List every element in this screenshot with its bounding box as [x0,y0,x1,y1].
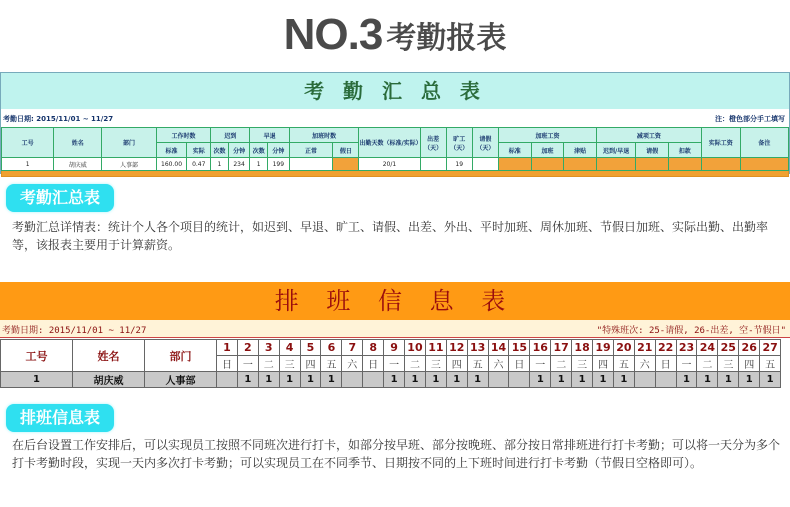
schedule-weekday-header: 四 [593,356,614,372]
schedule-note: "特殊班次: 25-请假, 26-出差, 空-节假日" [596,326,786,336]
summary-title: 考 勤 汇 总 表 [1,73,789,109]
summary-cell: 1 [2,158,54,171]
summary-cell [668,158,701,171]
summary-subheader-cell: 迟到/早退 [597,143,636,158]
schedule-weekday-header: 日 [217,356,238,372]
schedule-shift-cell: 1 [321,372,342,388]
schedule-weekday-header: 六 [342,356,363,372]
schedule-day-header: 12 [446,340,467,356]
schedule-day-header: 3 [258,340,279,356]
schedule-day-header: 9 [384,340,405,356]
schedule-shift-cell: 1 [572,372,593,388]
summary-subheader-cell: 扣款 [668,143,701,158]
schedule-weekday-header: 二 [405,356,426,372]
summary-subheader-cell: 标准 [498,143,531,158]
schedule-shift-cell [363,372,384,388]
attendance-summary-sheet [0,72,790,174]
summary-subheader-cell: 正常 [289,143,333,158]
schedule-description: 在后台设置工作安排后，可以实现员工按照不同班次进行打卡，如部分按早班、部分按晚班、部分按日常排班进行打卡考勤；可以将一天分为多个打卡考勤时段，实现一天内多次打卡考勤；可以实现员工在不同季节、日期按不同的上下班时间进行打卡考勤（节假日空格即可）。 [12,438,781,470]
summary-header-cell: 减项工资 [597,128,702,143]
schedule-weekday-header: 五 [467,356,488,372]
schedule-day-header: 15 [509,340,530,356]
schedule-day-header: 8 [363,340,384,356]
schedule-shift-cell: 1 [697,372,718,388]
schedule-weekday-header: 六 [488,356,509,372]
schedule-title: 排 班 信 息 表 [0,282,790,320]
schedule-date-label: 考勤日期: 2015/11/01 ~ 11/27 [2,326,147,336]
schedule-cell-dept: 人事部 [145,372,217,388]
summary-header-cell: 旷工（天） [446,128,472,158]
schedule-shift-cell: 1 [530,372,551,388]
schedule-day-header: 16 [530,340,551,356]
schedule-weekday-header: 六 [634,356,655,372]
schedule-shift-cell [217,372,238,388]
schedule-weekday-header: 一 [530,356,551,372]
schedule-weekday-header: 五 [613,356,634,372]
summary-info-bar [1,109,789,127]
summary-subheader-cell: 请假 [636,143,669,158]
schedule-weekday-header: 一 [384,356,405,372]
summary-header-cell: 出差（天） [420,128,446,158]
schedule-shift-cell: 1 [237,372,258,388]
summary-cell [333,158,359,171]
schedule-day-header: 1 [217,340,238,356]
summary-subheader-cell: 实际 [187,143,211,158]
schedule-shift-cell [342,372,363,388]
schedule-day-header: 27 [760,340,781,356]
schedule-day-header: 20 [613,340,634,356]
schedule-weekday-header: 二 [551,356,572,372]
schedule-section-badge: 排班信息表 [6,404,114,432]
schedule-weekday-header: 日 [509,356,530,372]
schedule-shift-cell: 1 [279,372,300,388]
schedule-day-header: 5 [300,340,321,356]
summary-cell: 160.00 [156,158,187,171]
summary-cell [740,158,788,171]
schedule-shift-cell: 1 [384,372,405,388]
summary-header-cell: 部门 [102,128,157,158]
summary-cell: 19 [446,158,472,171]
schedule-shift-cell: 1 [425,372,446,388]
summary-subheader-cell: 分钟 [267,143,289,158]
summary-cell: 0.47 [187,158,211,171]
schedule-day-header: 2 [237,340,258,356]
summary-cell [498,158,531,171]
schedule-shift-cell: 1 [676,372,697,388]
schedule-sheet [0,282,790,392]
schedule-shift-cell [488,372,509,388]
schedule-weekday-header: 三 [425,356,446,372]
schedule-day-header: 13 [467,340,488,356]
schedule-day-header: 24 [697,340,718,356]
schedule-info-bar [0,320,790,338]
schedule-weekday-header: 四 [446,356,467,372]
schedule-header-name: 姓名 [73,340,145,372]
schedule-weekday-header: 日 [655,356,676,372]
schedule-day-header: 18 [572,340,593,356]
schedule-shift-cell [509,372,530,388]
schedule-day-header: 26 [739,340,760,356]
schedule-weekday-header: 五 [321,356,342,372]
summary-subheader-cell: 次数 [211,143,228,158]
summary-subheader-cell: 分钟 [228,143,250,158]
summary-data-row [2,158,789,171]
schedule-shift-cell: 1 [446,372,467,388]
schedule-shift-cell: 1 [258,372,279,388]
summary-cell [420,158,446,171]
schedule-day-header: 25 [718,340,739,356]
summary-cell [472,158,498,171]
summary-header-cell: 出勤天数（标准/实际） [359,128,420,158]
schedule-weekday-header: 三 [572,356,593,372]
summary-table [1,127,789,177]
schedule-shift-cell: 1 [593,372,614,388]
schedule-weekday-header: 一 [676,356,697,372]
summary-orange-bar [2,171,789,177]
summary-header-cell: 迟到 [211,128,250,143]
schedule-day-header: 14 [488,340,509,356]
schedule-day-header: 6 [321,340,342,356]
summary-cell: 1 [211,158,228,171]
schedule-day-header: 4 [279,340,300,356]
schedule-header-id: 工号 [1,340,73,372]
summary-subheader-cell: 加班 [531,143,564,158]
schedule-weekday-header: 四 [300,356,321,372]
schedule-day-header: 11 [425,340,446,356]
schedule-shift-cell [655,372,676,388]
summary-cell: 人事部 [102,158,157,171]
schedule-shift-cell: 1 [467,372,488,388]
schedule-shift-cell: 1 [300,372,321,388]
schedule-weekday-header: 二 [258,356,279,372]
summary-cell: 20/1 [359,158,420,171]
summary-cell [564,158,597,171]
schedule-weekday-header: 日 [363,356,384,372]
schedule-weekday-header: 三 [718,356,739,372]
schedule-shift-cell: 1 [405,372,426,388]
summary-subheader-cell: 津贴 [564,143,597,158]
schedule-weekday-header: 五 [760,356,781,372]
summary-cell [636,158,669,171]
schedule-weekday-header: 三 [279,356,300,372]
heading-title: 考勤报表 [386,21,507,56]
schedule-shift-cell: 1 [760,372,781,388]
schedule-day-header: 21 [634,340,655,356]
schedule-table [0,339,781,388]
summary-header-cell: 加班工资 [498,128,596,143]
summary-cell: 199 [267,158,289,171]
summary-header-cell: 请假（天） [472,128,498,158]
summary-header-cell: 实际工资 [701,128,740,158]
schedule-cell-id: 1 [1,372,73,388]
summary-subheader-cell: 标准 [156,143,187,158]
summary-note: 注：橙色部分手工填写 [715,115,785,123]
summary-header-cell: 加班时数 [289,128,359,143]
schedule-day-header: 17 [551,340,572,356]
summary-cell: 234 [228,158,250,171]
schedule-weekday-header: 一 [237,356,258,372]
schedule-shift-cell: 1 [718,372,739,388]
heading-number: NO.3 [283,10,383,59]
summary-cell: 1 [250,158,267,171]
summary-description: 考勤汇总详情表：统计个人各个项目的统计，如迟到、早退、旷工、请假、出差、外出、平时加班、周休加班、节假日加班、实际出勤、出勤率等，该报表主要用于计算薪资。 [12,220,769,252]
summary-cell [597,158,636,171]
summary-header-cell: 工号 [2,128,54,158]
schedule-shift-cell: 1 [551,372,572,388]
summary-cell [701,158,740,171]
schedule-shift-cell [634,372,655,388]
summary-header-cell: 早退 [250,128,289,143]
schedule-data-row [1,372,781,388]
report-heading [0,0,790,70]
summary-cell [289,158,333,171]
schedule-day-header: 19 [593,340,614,356]
summary-date-label: 考勤日期: 2015/11/01 ~ 11/27 [3,115,114,123]
schedule-header-dept: 部门 [145,340,217,372]
summary-subheader-cell: 次数 [250,143,267,158]
schedule-day-header: 7 [342,340,363,356]
schedule-cell-name: 胡庆威 [73,372,145,388]
summary-header-cell: 备注 [740,128,788,158]
schedule-day-header: 23 [676,340,697,356]
schedule-shift-cell: 1 [613,372,634,388]
schedule-weekday-header: 四 [739,356,760,372]
summary-cell: 胡庆威 [54,158,102,171]
summary-header-cell: 工作时数 [156,128,210,143]
summary-subheader-cell: 假日 [333,143,359,158]
schedule-shift-cell: 1 [739,372,760,388]
schedule-day-header: 22 [655,340,676,356]
schedule-day-header: 10 [405,340,426,356]
summary-cell [531,158,564,171]
schedule-weekday-header: 二 [697,356,718,372]
summary-section-badge: 考勤汇总表 [6,184,114,212]
summary-header-cell: 姓名 [54,128,102,158]
